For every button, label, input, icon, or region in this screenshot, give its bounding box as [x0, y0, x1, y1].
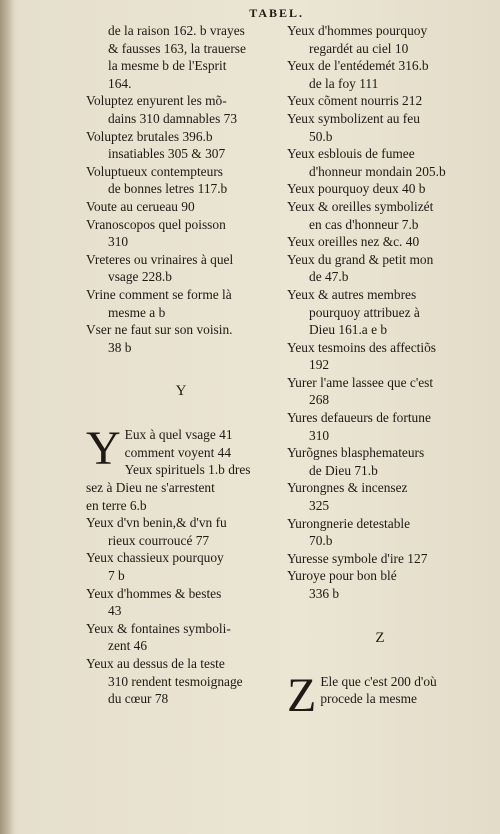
index-entry: Yuroye pour bon blé — [287, 568, 397, 584]
left-column — [86, 22, 276, 708]
index-entry: Voluptez enyurent les mõ- — [86, 93, 227, 109]
index-entry: 7 b — [108, 568, 125, 584]
index-entry: sez à Dieu ne s'arrestent — [86, 480, 215, 496]
index-entry: zent 46 — [108, 638, 148, 654]
index-entry: Dieu 161.a e b — [309, 322, 388, 338]
index-entry: & fausses 163, la trauerse — [108, 40, 246, 56]
index-entry: 43 — [108, 603, 122, 619]
index-entry: Yeux esblouis de fumee — [287, 146, 415, 162]
section-heading-z: Z — [375, 629, 385, 646]
index-entry: Yeux de l'entédemét 316.b — [287, 58, 429, 74]
index-entry: Yurer l'ame lassee que c'est — [287, 374, 434, 390]
index-entry: dains 310 damnables 73 — [108, 110, 238, 126]
index-entry: Vranoscopos quel poisson — [86, 216, 226, 232]
section-heading-y: Y — [175, 383, 187, 400]
index-entry: Yeux d'hommes pourquoy — [287, 23, 428, 38]
index-entry: Ele que c'est 200 d'où — [320, 673, 437, 689]
index-entry: mesme a b — [108, 304, 166, 320]
index-entry: Yeux tesmoins des affectiõs — [287, 339, 437, 355]
index-entry: Voluptueux contempteurs — [86, 163, 223, 179]
running-head: TABEL. — [249, 6, 304, 20]
index-entry: Yurõgnes blasphemateurs — [287, 445, 425, 461]
index-entry: Voute au cerueau 90 — [86, 198, 195, 214]
index-entry: 38 b — [108, 339, 132, 355]
index-entry: Vser ne faut sur son voisin. — [86, 322, 233, 338]
index-entry: insatiables 305 & 307 — [108, 146, 226, 162]
index-entry: en terre 6.b — [86, 497, 147, 513]
index-entry: comment voyent 44 — [124, 444, 232, 460]
index-entry: Yeux oreilles nez &c. 40 — [287, 234, 420, 250]
index-entry: Eux à quel vsage 41 — [124, 427, 233, 443]
drop-cap-z: Z — [287, 668, 317, 722]
index-entry: pourquoy attribuez à — [309, 304, 420, 320]
index-entry: Yeux & fontaines symboli- — [86, 620, 231, 636]
index-entry: Voluptez brutales 396.b — [86, 128, 213, 144]
index-entry: de bonnes letres 117.b — [108, 181, 228, 197]
index-entry: Vreteres ou vrinaires à quel — [86, 251, 234, 267]
index-entry: de Dieu 71.b — [309, 462, 378, 478]
index-entry: rieux courroucé 77 — [108, 532, 210, 548]
index-entry: 310 — [309, 427, 330, 443]
index-entry: de 47.b — [309, 269, 349, 285]
index-entry: Yeux chassieux pourquoy — [86, 550, 224, 566]
index-entry: Yurongnerie detestable — [287, 515, 411, 531]
index-entry: d'honneur mondain 205.b — [309, 163, 446, 179]
index-entry: en cas d'honneur 7.b — [309, 216, 419, 232]
index-entry: vsage 228.b — [108, 269, 172, 285]
index-entry: du cœur 78 — [108, 691, 169, 707]
index-entry: Yeux symbolizent au feu — [287, 110, 420, 126]
index-entry: 192 — [309, 357, 330, 373]
index-entry: Yures defaueurs de fortune — [287, 410, 431, 426]
index-entry: Yeux & autres membres — [287, 286, 417, 302]
index-entry: procede la mesme — [320, 691, 417, 707]
drop-cap-y: Y — [86, 422, 121, 476]
y-drop-entry — [86, 422, 276, 514]
index-entry: Yeux & oreilles symbolizét — [287, 198, 434, 214]
index-entry: 50.b — [309, 128, 333, 144]
index-entry: de la foy 111 — [309, 75, 379, 91]
right-column — [287, 22, 473, 722]
index-entry: Vrine comment se forme là — [86, 286, 232, 302]
index-entry: Yeux d'vn benin,& d'vn fu — [86, 515, 227, 531]
index-entry: Yurongnes & incensez — [287, 480, 408, 496]
index-entry: 268 — [309, 392, 330, 408]
index-entry: 336 b — [309, 586, 340, 601]
index-entry: regardét au ciel 10 — [309, 40, 409, 56]
index-entry: Yeux spirituels 1.b dres — [124, 462, 251, 478]
index-entry: 310 — [108, 234, 129, 250]
index-entry: Yeux pourquoy deux 40 b — [287, 181, 426, 197]
index-entry: 310 rendent tesmoignage — [108, 673, 243, 689]
z-drop-entry — [287, 668, 473, 722]
index-entry: 164. — [108, 75, 132, 91]
index-entry: de la raison 162. b vrayes — [108, 23, 245, 38]
index-entry: Yuresse symbole d'ire 127 — [287, 550, 428, 566]
index-entry: Yeux au dessus de la teste — [86, 656, 225, 671]
index-entry: 325 — [309, 498, 330, 514]
index-entry: Yeux du grand & petit mon — [287, 251, 434, 267]
index-entry: Yeux cõment nourris 212 — [287, 93, 423, 109]
index-entry: Yeux d'hommes & bestes — [86, 585, 222, 601]
index-entry: 70.b — [309, 533, 333, 549]
index-entry: la mesme b de l'Esprit — [108, 58, 227, 74]
